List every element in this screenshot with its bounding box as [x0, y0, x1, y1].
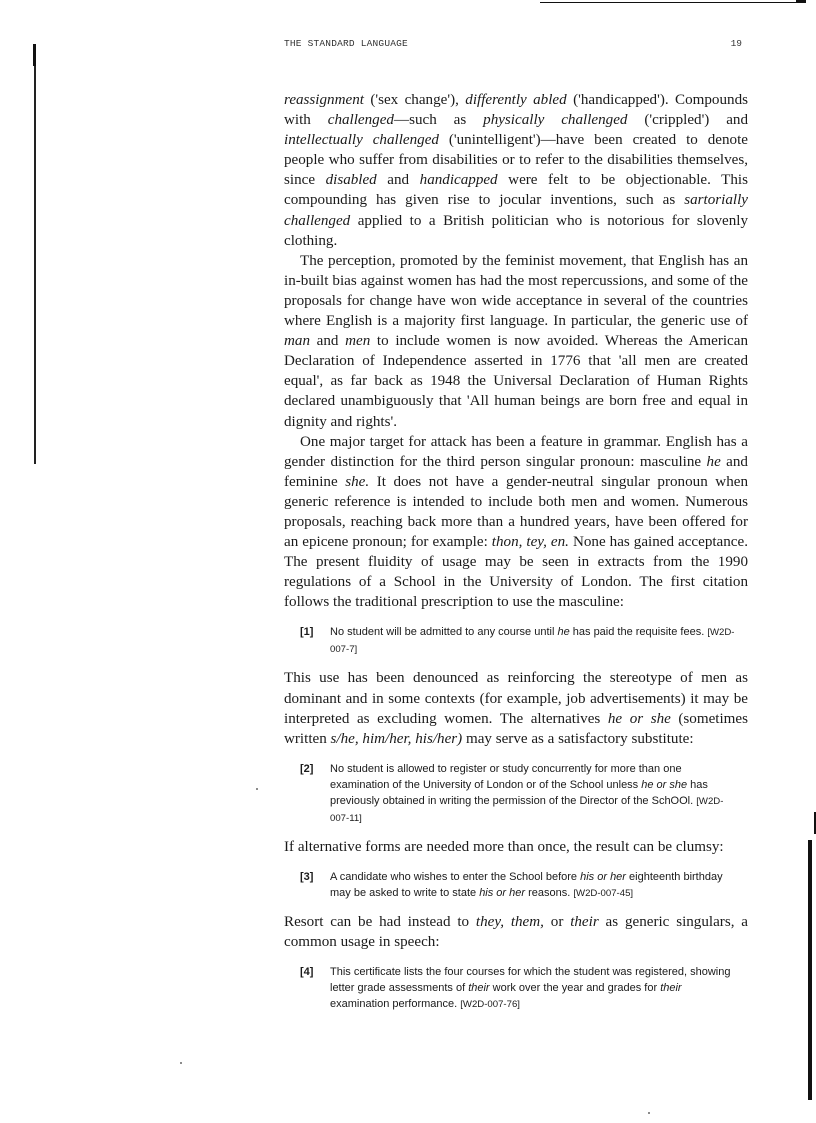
page-header: [284, 38, 742, 52]
scan-speck: [256, 788, 258, 790]
example-3: [300, 869, 748, 902]
example-2: [300, 761, 748, 827]
corpus-reference: [W2D-007-7]: [330, 627, 735, 656]
paragraph-1: reassignment ('sex change'), differently abled ('handicapped'). Compounds with challenged—such as physically challenged ('crippled') and intellectually challenged ('unintelligent')—have been created to denote people who suffer from disabilities or to refer to the disabilities themselves, since disabled and handicapped were felt to be objectionable. This compounding has given rise to jocular inventions, such as sartorially challenged applied to a British politician who is notorious for slovenly clothing.: [284, 92, 749, 249]
example-4: [300, 964, 748, 1013]
paragraph-5: If alternative forms are needed more than once, the result can be clumsy:: [284, 838, 724, 855]
paragraph-2: The perception, promoted by the feminist movement, that English has an in-built bias against women has had the most repercussions, and some of the proposals for change have won wide acceptance in several of the countries where English is a majority first language. In particular, the generic use of man and men to include women is now avoided. Whereas the American Declaration of Independence asserted in 1776 that 'all men are created equal', as far back as 1948 the Universal Declaration of Human Rights declared unambiguously that 'All human beings are born free and equal in dignity and rights'.: [284, 252, 748, 430]
example-number: [4]: [300, 966, 314, 979]
example-number: [1]: [300, 626, 314, 639]
body-text: [284, 90, 748, 1023]
scan-edge-left: [34, 44, 36, 464]
page-number: 19: [730, 38, 742, 49]
paragraph-3: One major target for attack has been a feature in grammar. English has a gender distinction for the third person singular pronoun: masculine he and feminine she. It does not have a gender-neutral singular pronoun when generic reference is intended to include both men and women. Numerous proposals, reaching back more than a hundred years, have been offered for an epicene pronoun; for example: thon, tey, en. None has gained acceptance. The present fluidity of usage may be seen in extracts from the 1990 regulations of a School in the University of London. The first citation follows the traditional prescription to use the masculine:: [284, 433, 749, 611]
example-text: A candidate who wishes to enter the School before his or her eighteenth birthday may be asked to write to state his or her reasons. [W2D-007-45]: [330, 870, 723, 899]
paragraph-4: This use has been denounced as reinforcing the stereotype of men as dominant and in some contexts (for example, job advertisements) it may be interpreted as excluding women. The alternatives he or she (sometimes written s/he, him/her, his/her) may serve as a satisfactory substitute:: [284, 670, 748, 747]
example-text: This certificate lists the four courses for which the student was registered, showing letter grade assessments of their work over the year and grades for their examination performance. [W2D-007-76]: [330, 966, 731, 1011]
paragraph-6: Resort can be had instead to they, them, or their as generic singulars, a common usage in speech:: [284, 913, 749, 950]
scan-edge-top-corner: [796, 0, 806, 3]
example-1: [300, 624, 748, 658]
scan-speck: [180, 1062, 182, 1064]
scan-edge-left-mark: [33, 44, 36, 66]
example-number: [3]: [300, 870, 314, 883]
scan-edge-right: [808, 840, 812, 1100]
corpus-reference: [W2D-007-45]: [573, 887, 634, 899]
example-number: [2]: [300, 762, 314, 775]
corpus-reference: [W2D-007-76]: [460, 999, 520, 1011]
corpus-reference: [W2D-007-11]: [330, 795, 724, 824]
scan-edge-top: [540, 2, 802, 3]
running-head: THE STANDARD LANGUAGE: [284, 38, 408, 49]
scan-speck: [648, 1112, 650, 1114]
example-text: No student will be admitted to any course until he has paid the requisite fees. [W2D-007-7]: [330, 626, 735, 656]
example-text: No student is allowed to register or study concurrently for more than one examination of the University of London or of the School unless he or she has previously obtained in writing the permission of the Director of the SchOOl. [W2D-007-11]: [330, 762, 724, 824]
